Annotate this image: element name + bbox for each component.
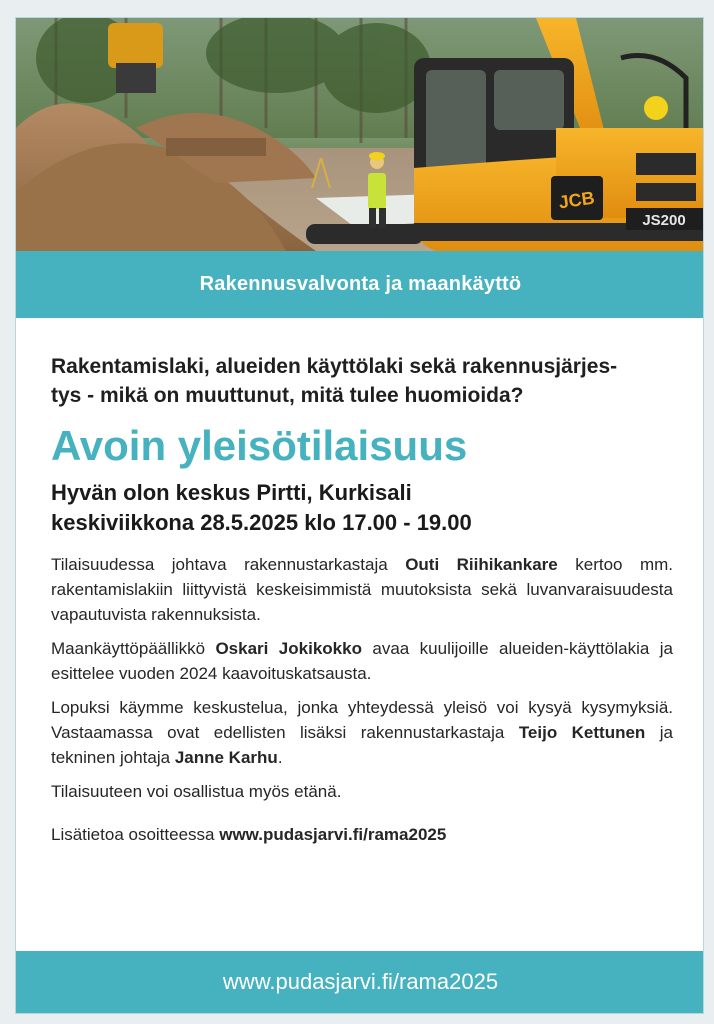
more-info	[51, 822, 673, 847]
p1-text-after: kertoo mm. rakentamislakiin liittyvistä keskeisimmistä muutoksista sekä luvanvaraisuudesta vapautuvista rakennuksista.	[51, 555, 674, 624]
p3-text-after: .	[277, 748, 283, 767]
construction-photo	[16, 18, 704, 251]
poster	[15, 17, 704, 1014]
paragraph-1	[51, 552, 673, 627]
footer-url-link[interactable]: www.pudasjarvi.fi/rama2025	[222, 969, 499, 994]
speaker-name: Teijo Kettunen	[518, 723, 646, 742]
lead-line-2: tys - mikä on muuttunut, mitä tulee huomioida?	[51, 384, 524, 407]
speaker-name: Janne Karhu	[174, 748, 278, 767]
jcb-badge: JCB	[557, 187, 596, 213]
header-band-title: Rakennusvalvonta ja maankäyttö	[199, 273, 522, 295]
main-content	[51, 352, 673, 847]
event-venue-datetime	[51, 478, 673, 538]
lead-line-1: Rakentamislaki, alueiden käyttölaki sekä rakennusjärjes-	[51, 355, 618, 378]
paragraph-3	[51, 695, 673, 770]
speaker-name: Oskari Jokikokko	[215, 639, 362, 658]
p2-text-before: Maankäyttöpäällikkö	[51, 639, 216, 658]
more-info-label: Lisätietoa osoitteessa	[51, 825, 220, 844]
event-headline: Avoin yleisötilaisuus	[51, 422, 468, 469]
venue-place: Hyvän olon keskus Pirtti, Kurkisali	[51, 480, 412, 505]
lead-question	[51, 352, 673, 410]
footer-band	[16, 951, 704, 1013]
more-info-link[interactable]: www.pudasjarvi.fi/rama2025	[219, 825, 447, 844]
model-label: JS200	[642, 212, 686, 229]
paragraph-2	[51, 636, 673, 686]
paragraph-4: Tilaisuuteen voi osallistua myös etänä.	[51, 782, 342, 801]
p1-text-before: Tilaisuudessa johtava rakennustarkastaja	[51, 555, 406, 574]
p3-text-before: Lopuksi käymme keskustelua, jonka yhteydessä yleisö voi kysyä kysymyksiä. Vastaamassa ovat edellisten lisäksi rakennustarkastaja	[51, 698, 673, 742]
header-band	[16, 251, 704, 318]
p3-text-middle: ja tekninen johtaja	[51, 723, 673, 767]
p2-text-after: avaa kuulijoille alueiden-käyttölakia ja esittelee vuoden 2024 kaavoituskatsausta.	[51, 639, 673, 683]
speaker-name: Outi Riihikankare	[405, 555, 558, 574]
event-datetime: keskiviikkona 28.5.2025 klo 17.00 - 19.00	[51, 510, 472, 535]
